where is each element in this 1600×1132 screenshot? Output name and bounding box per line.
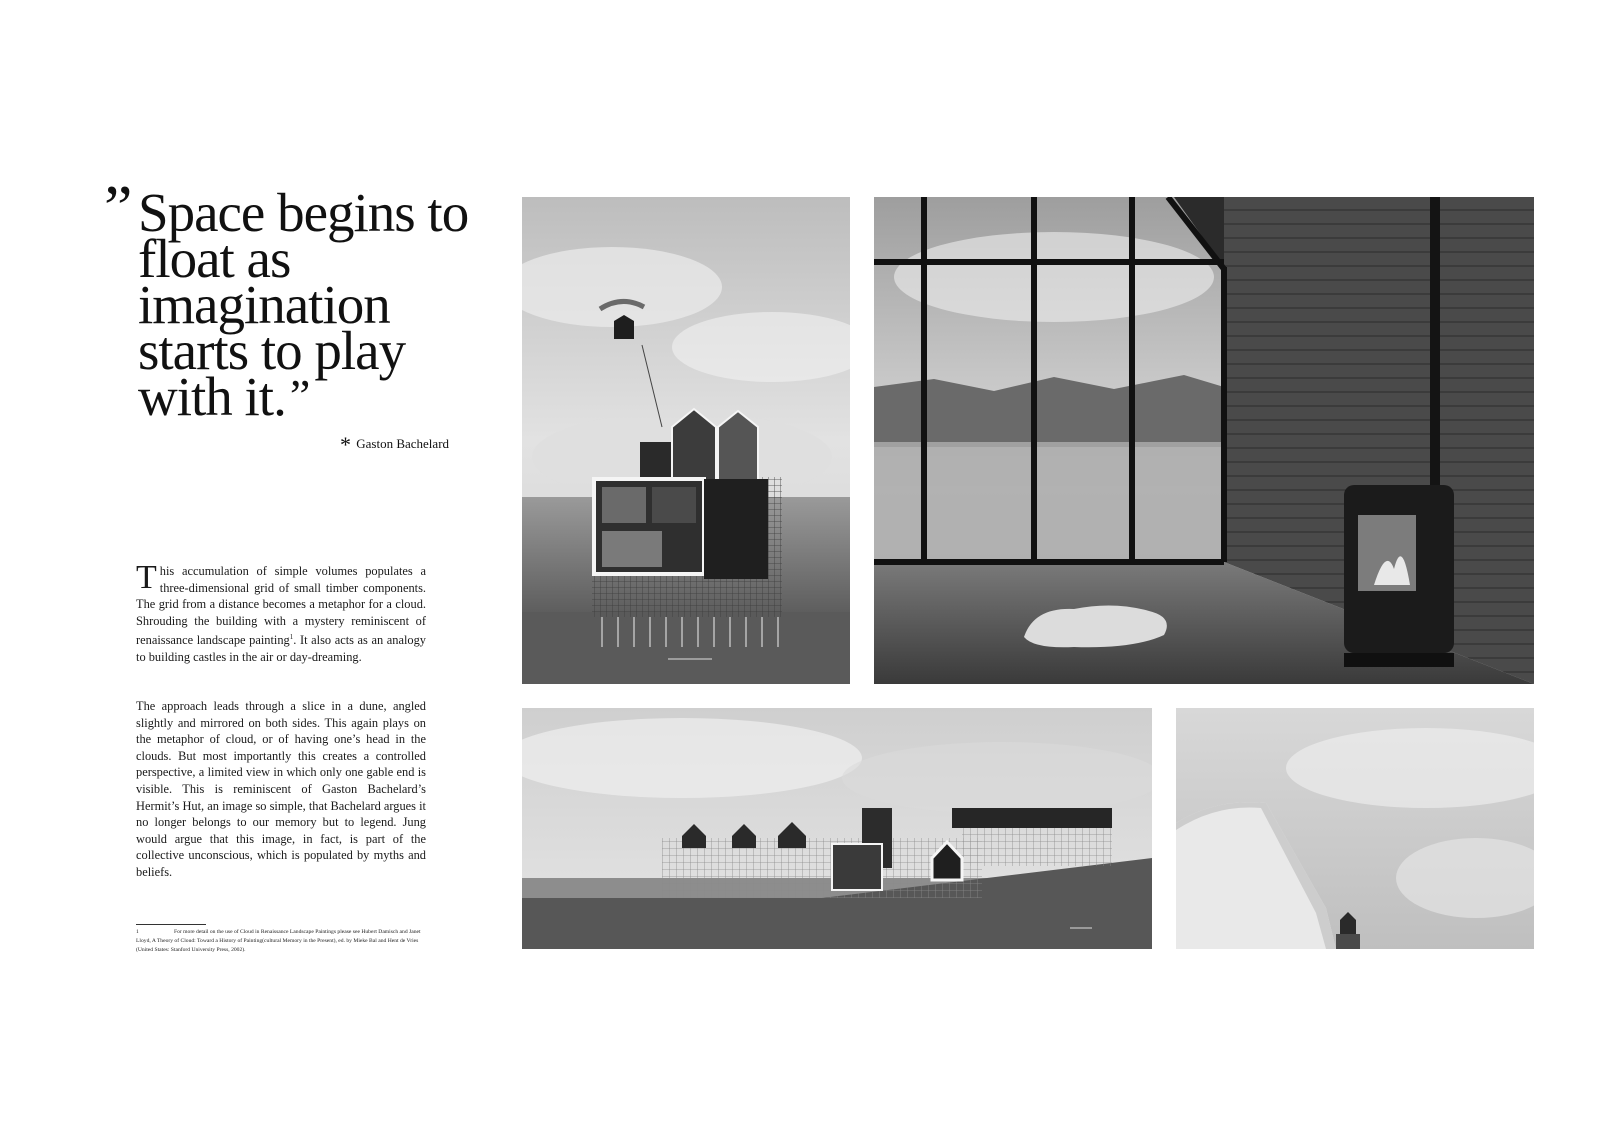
quote-text: Space begins to float as imagination starts to play with it.: [138, 182, 469, 427]
close-quote-mark: ”: [289, 370, 307, 421]
pull-quote: [138, 182, 478, 427]
section-render-graphic: [522, 197, 850, 684]
elevation-render-image: [522, 708, 1152, 949]
section-render-image: [522, 197, 850, 684]
drop-cap: T: [136, 559, 157, 596]
body-paragraph-2: The approach leads through a slice in a dune, angled slightly and mirrored on both sides. This again plays on the metaphor of cloud, or of having one’s head in the clouds. But most importantly this creates a controlled perspective, a limited view in which only one gable end is visible. This is reminiscent of Gaston Bachelard’s Hermit’s Hut, an image so simple, that Bachelard argues it no longer belongs to our memory but to legend. Jung would argue that this image, in fact, is part of the collective unconscious, which is populated by myths and beliefs.: [136, 699, 426, 879]
footnote-number: 1: [136, 929, 139, 935]
footnote-text: For more detail on the use of Cloud in Renaissance Landscape Paintings please see Hubert Damisch and Janet Lloyd, A Theory of Cloud: Toward a History of Painting(cultural Memory in the Present), ed. by Mieke Bal and Hent de Vries (United States: Stanford University Press, 2002).: [136, 929, 421, 953]
footnote-divider: [136, 924, 206, 925]
dune-approach-render-graphic: [1176, 708, 1534, 949]
attribution-name: Gaston Bachelard: [356, 436, 450, 451]
asterisk-mark: *: [340, 432, 351, 457]
dune-approach-render-image: [1176, 708, 1534, 949]
elevation-render-graphic: [522, 708, 1152, 949]
footnote-ref: 1: [289, 633, 294, 642]
interior-render-image: [874, 197, 1534, 684]
interior-render-graphic: [874, 197, 1534, 684]
paragraph-1-tail: . It also acts as an analogy to building castles in the air or day-dreaming.: [136, 633, 426, 665]
open-quote-mark: ”: [104, 172, 127, 243]
paragraph-1-lead: his accumulation of simple volumes populates a three-dimensional grid of small timber components. The grid from a distance becomes a metaphor for a cloud. Shrouding the building with a mystery reminiscent of renaissance landscape painting: [136, 564, 426, 648]
quote-attribution: [340, 428, 450, 457]
body-paragraph-1: [136, 559, 426, 666]
footnote: [136, 928, 426, 955]
